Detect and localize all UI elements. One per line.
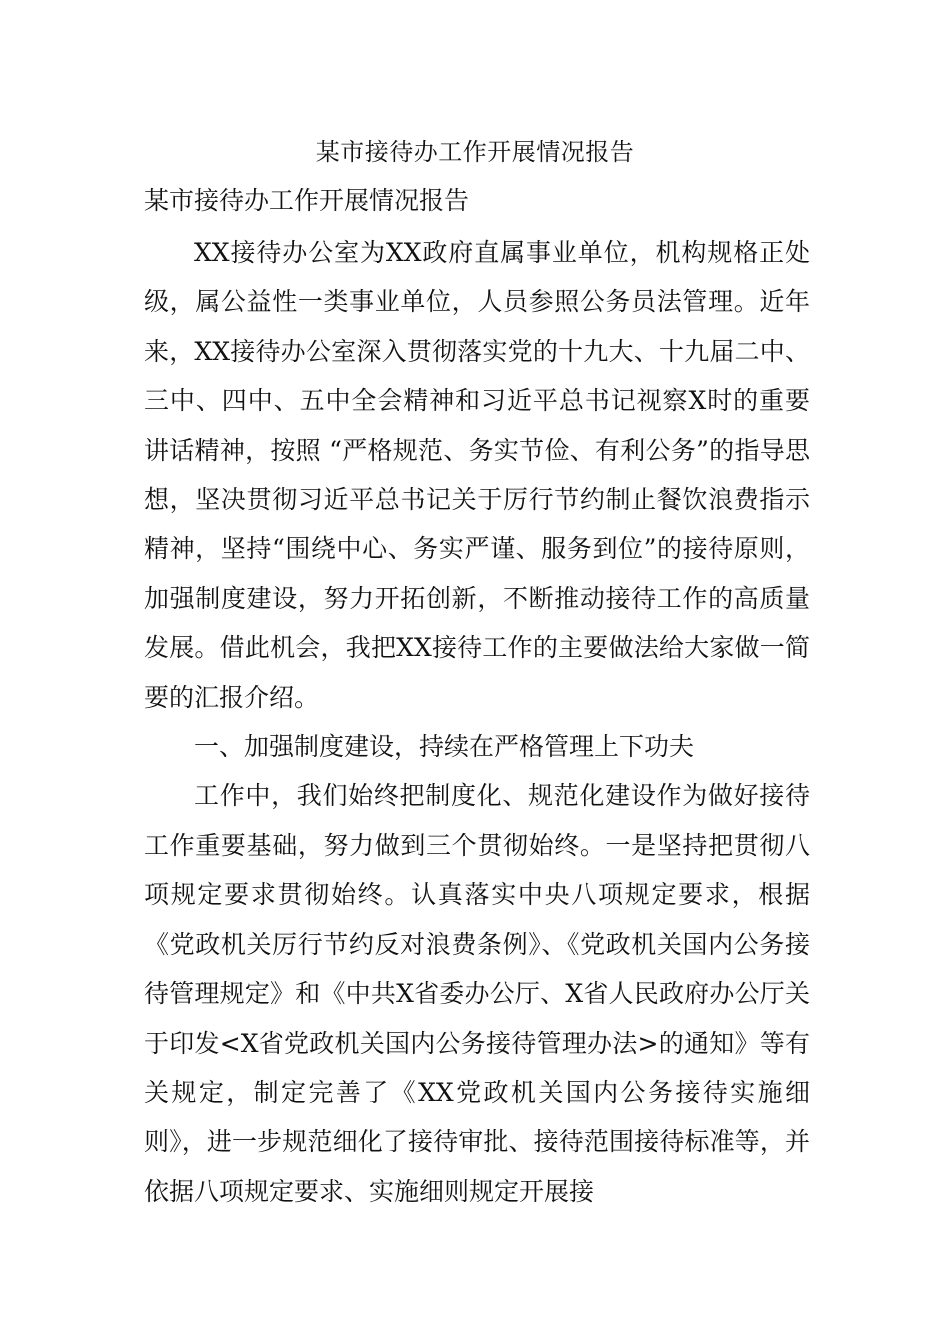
section-heading: 一、加强制度建设，持续在严格管理上下功夫 [194, 732, 695, 762]
body-paragraph: 工作中，我们始终把制度化、规范化建设作为做好接待工作重要基础，努力做到三个贯彻始终。一是坚持把贯彻八项规定要求贯彻始终。认真落实中央八项规定要求，根据《党政机关厉行节约反对浪费条例》、《党政机关国内公务接待管理规定》和《中共X省委办公厅、X省人民政府办公厅关于印发<X省党政机关国内公务接待管理办法>的通知》等有关规定，制定完善了《XX党政机关国内公务接待实施细则》，进一步规范细化了接待审批、接待范围接待标准等，并依据八项规定要求、实施细则规定开展接 [144, 781, 810, 1206]
intro-paragraph: XX接待办公室为XX政府直属事业单位，机构规格正处级，属公益性一类事业单位，人员参照公务员法管理。近年来，XX接待办公室深入贯彻落实党的十九大、十九届二中、三中、四中、五中全会精神和习近平总书记视察X时的重要讲话精神，按照 “严格规范、务实节俭、有利公务”的指导思想，坚决贯彻习近平总书记关于厉行节约制止餐饮浪费指示精神，坚持“围绕中心、务实严谨、服务到位”的接待原则，加强制度建设，努力开拓创新，不断推动接待工作的高质量发展。借此机会，我把XX接待工作的主要做法给大家做一简要的汇报介绍。 [144, 238, 810, 712]
document-title: 某市接待办工作开展情况报告 [315, 138, 635, 166]
document-body [144, 178, 810, 1216]
subtitle-paragraph: 某市接待办工作开展情况报告 [144, 186, 470, 215]
